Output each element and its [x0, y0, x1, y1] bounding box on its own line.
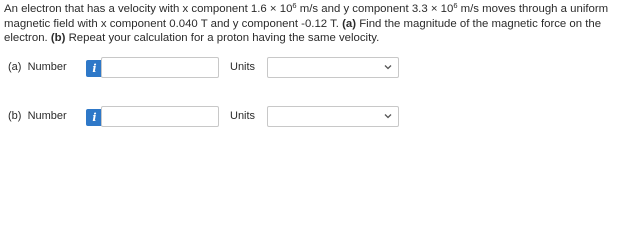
- units-select-a[interactable]: [267, 57, 399, 78]
- exponent: 6: [453, 1, 458, 10]
- question-segment: m/s and y component 3.3 × 10: [296, 3, 454, 15]
- answer-label-a: [8, 61, 67, 73]
- number-input-b[interactable]: [101, 106, 219, 127]
- answer-row-b: [8, 106, 408, 128]
- units-label: Units: [230, 110, 256, 122]
- part-letter: (a): [8, 61, 22, 73]
- number-label: Number: [27, 110, 67, 122]
- units-label: Units: [230, 61, 256, 73]
- chevron-down-icon: [384, 112, 392, 120]
- number-input-a[interactable]: [101, 57, 219, 78]
- chevron-down-icon: [384, 63, 392, 71]
- units-select-b[interactable]: [267, 106, 399, 127]
- exponent: 6: [292, 1, 297, 10]
- question-segment: Repeat your calculation for a proton having the same velocity.: [65, 32, 380, 45]
- info-icon[interactable]: i: [86, 60, 103, 77]
- question-segment: An electron that has a velocity with x component 1.6 × 10: [4, 3, 293, 15]
- question-text: [4, 2, 616, 46]
- part-a-marker: (a): [342, 17, 357, 30]
- question-segment: Find the magnitude of the magnetic force on the electron.: [4, 17, 602, 45]
- answer-label-b: [8, 110, 67, 122]
- answer-row-a: [8, 57, 408, 79]
- question-segment: m/s moves through a uniform magnetic field with x component 0.040 T and y component -0.12 T.: [4, 3, 609, 30]
- number-label: Number: [27, 61, 67, 73]
- part-b-marker: (b): [50, 32, 66, 45]
- info-icon[interactable]: i: [86, 109, 103, 126]
- part-letter: (b): [8, 110, 22, 122]
